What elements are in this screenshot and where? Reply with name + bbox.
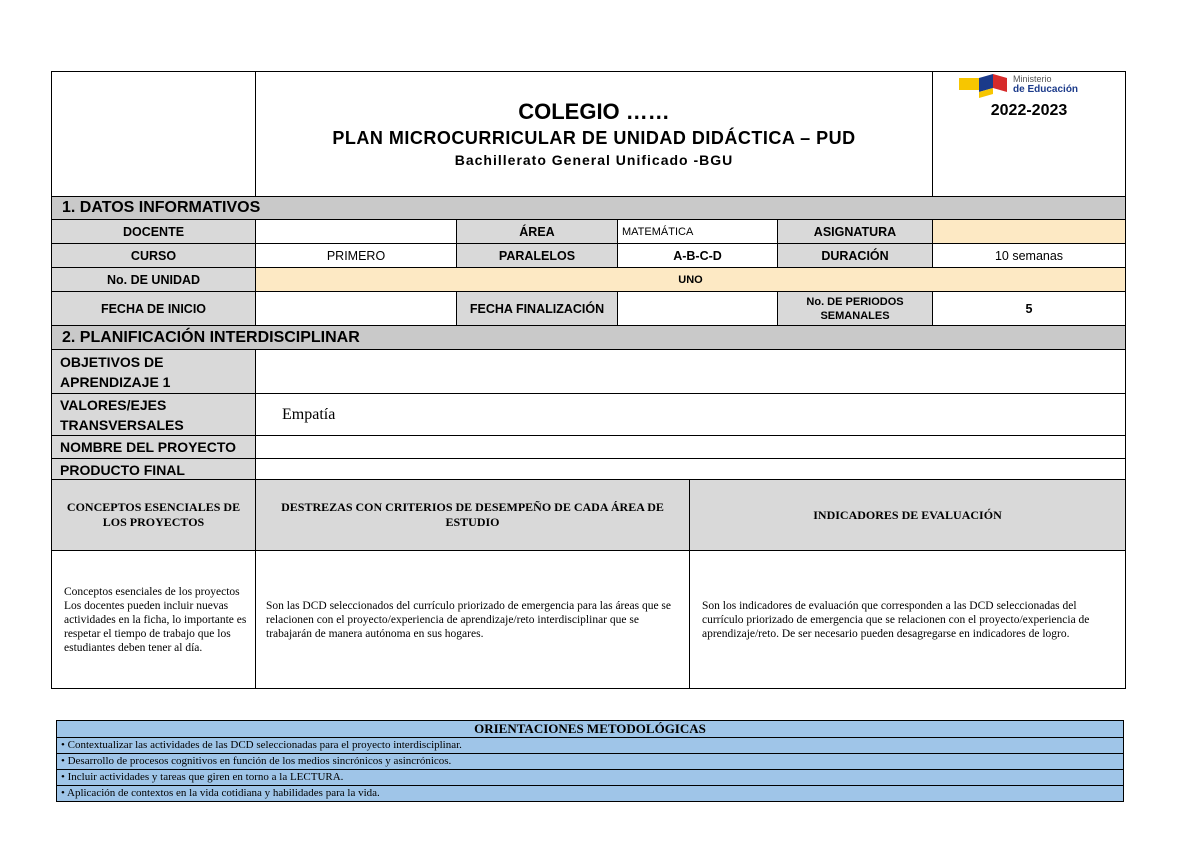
col3-header: INDICADORES DE EVALUACIÓN — [690, 480, 1126, 551]
section2-title: 2. PLANIFICACIÓN INTERDISCIPLINAR — [52, 326, 1126, 350]
col1-body-line2: Los docentes pueden incluir nuevas actividades en la ficha, lo importante es respetar el tiempo de trabajo que los estudiantes deben tener al día. — [64, 599, 247, 654]
col2-body[interactable]: Son las DCD seleccionados del currículo priorizado de emergencia para las áreas que se relacionen con el proyecto/experiencia de aprendizaje/reto interdisciplinar que se trabajarán de manera autónoma en sus hogares. — [256, 551, 690, 689]
proyecto-label: NOMBRE DEL PROYECTO — [52, 436, 256, 459]
orientaciones-item: • Desarrollo de procesos cognitivos en función de los medios sincrónicos y asincrónicos. — [57, 754, 1124, 770]
paralelos-value[interactable]: A-B-C-D — [618, 244, 778, 268]
col1-body-line1: Conceptos esenciales de los proyectos — [64, 585, 240, 598]
col1-body[interactable] — [52, 551, 256, 689]
orientaciones-item: • Incluir actividades y tareas que giren en torno a la LECTURA. — [57, 770, 1124, 786]
orientaciones-table — [56, 720, 1124, 802]
producto-label: PRODUCTO FINAL — [52, 459, 256, 482]
school-name: COLEGIO …… — [518, 99, 670, 124]
objetivos-label: OBJETIVOS DE APRENDIZAJE 1 — [52, 350, 256, 394]
paralelos-label: PARALELOS — [457, 244, 618, 268]
docente-label: DOCENTE — [52, 220, 256, 244]
asignatura-value[interactable] — [933, 220, 1126, 244]
duracion-label: DURACIÓN — [778, 244, 933, 268]
competencias-table — [51, 479, 1126, 689]
docente-value[interactable] — [256, 220, 457, 244]
orientaciones-item: • Aplicación de contextos en la vida cotidiana y habilidades para la vida. — [57, 786, 1124, 802]
orientaciones-item: • Contextualizar las actividades de las DCD seleccionadas para el proyecto interdisciplinar. — [57, 738, 1124, 754]
section1-title: 1. DATOS INFORMATIVOS — [52, 197, 1126, 220]
area-label: ÁREA — [457, 220, 618, 244]
unidad-label: No. DE UNIDAD — [52, 268, 256, 292]
program-name: Bachillerato General Unificado -BGU — [454, 152, 734, 168]
ministerio-logo-icon — [959, 74, 1007, 100]
plan-title: PLAN MICROCURRICULAR DE UNIDAD DIDÁCTICA – PUD — [332, 128, 856, 148]
header-title-cell — [256, 72, 933, 197]
school-year: 2022-2023 — [990, 102, 1068, 119]
proyecto-value[interactable] — [256, 436, 1126, 459]
objetivos-value[interactable] — [256, 350, 1126, 394]
logo-line1: Ministerio — [1013, 74, 1052, 84]
pud-form — [51, 71, 1126, 482]
area-value[interactable]: MATEMÁTICA — [618, 220, 778, 244]
fecha-inicio-value[interactable] — [256, 292, 457, 326]
col1-header: CONCEPTOS ESENCIALES DE LOS PROYECTOS — [52, 480, 256, 551]
valores-label: VALORES/EJES TRANSVERSALES — [52, 394, 256, 436]
header-blank-cell — [52, 72, 256, 197]
header-logo-cell — [933, 72, 1126, 197]
col2-header: DESTREZAS CON CRITERIOS DE DESEMPEÑO DE CADA ÁREA DE ESTUDIO — [256, 480, 690, 551]
asignatura-label: ASIGNATURA — [778, 220, 933, 244]
valores-value[interactable]: Empatía — [256, 394, 1126, 436]
curso-value[interactable]: PRIMERO — [256, 244, 457, 268]
periodos-label: No. DE PERIODOS SEMANALES — [778, 292, 933, 326]
periodos-value[interactable]: 5 — [933, 292, 1126, 326]
duracion-value[interactable]: 10 semanas — [933, 244, 1126, 268]
unidad-value[interactable]: UNO — [256, 268, 1126, 292]
logo-line2: de Educación — [1013, 84, 1079, 95]
col3-body[interactable]: Son los indicadores de evaluación que corresponden a las DCD seleccionadas del currículo priorizado de emergencia que se relacionen con el proyecto/experiencia de aprendizaje/reto. De ser necesario pueden desagregarse en indicadores de logro. — [690, 551, 1126, 689]
fecha-fin-value[interactable] — [618, 292, 778, 326]
fecha-inicio-label: FECHA DE INICIO — [52, 292, 256, 326]
curso-label: CURSO — [52, 244, 256, 268]
ministerio-logo — [959, 74, 1078, 100]
orientaciones-title: ORIENTACIONES METODOLÓGICAS — [57, 721, 1124, 738]
fecha-fin-label: FECHA FINALIZACIÓN — [457, 292, 618, 326]
